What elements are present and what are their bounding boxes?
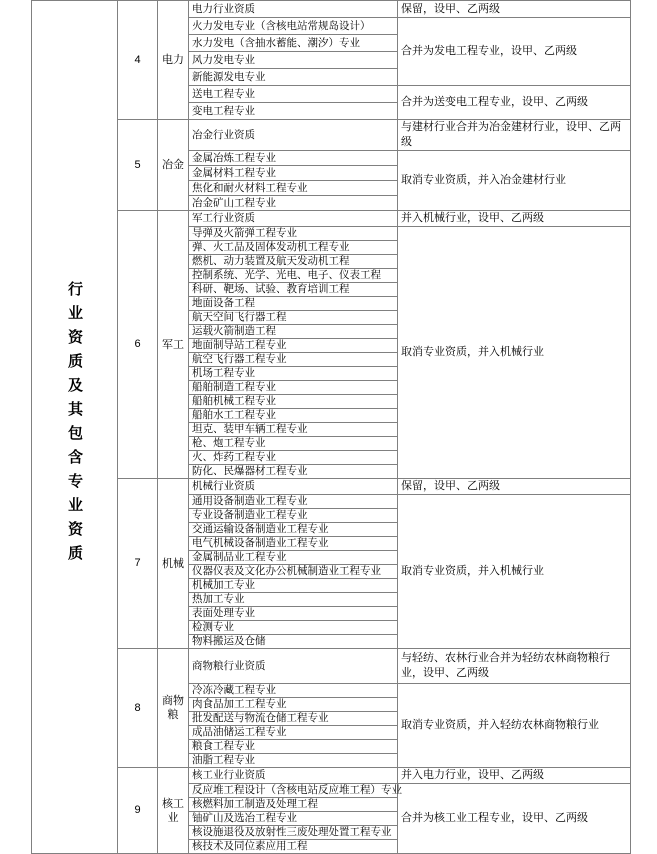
section-number: 4 <box>118 1 158 120</box>
specialty-cell: 冶金矿山工程专业 <box>189 196 398 211</box>
specialty-cell: 送电工程专业 <box>189 86 398 103</box>
industry-name: 商物粮 <box>158 649 189 768</box>
action-cell: 取消专业资质，并入机械行业 <box>398 495 631 649</box>
specialty-cell: 燃机、动力装置及航天发动机工程 <box>189 255 398 269</box>
specialty-cell: 机械行业资质 <box>189 479 398 495</box>
specialty-cell: 航天空间飞行器工程 <box>189 311 398 325</box>
specialty-cell: 火、炸药工程专业 <box>189 451 398 465</box>
specialty-cell: 冶金行业资质 <box>189 120 398 151</box>
table-row <box>32 768 631 784</box>
action-cell: 取消专业资质，并入机械行业 <box>398 227 631 479</box>
specialty-cell: 风力发电专业 <box>189 52 398 69</box>
specialty-cell: 防化、民爆器材工程专业 <box>189 465 398 479</box>
specialty-cell: 新能源发电专业 <box>189 69 398 86</box>
specialty-cell: 金属制品业工程专业 <box>189 551 398 565</box>
industry-name: 冶金 <box>158 120 189 211</box>
specialty-cell: 铀矿山及选冶工程专业 <box>189 812 398 826</box>
specialty-cell: 商物粮行业资质 <box>189 649 398 684</box>
industry-name: 军工 <box>158 211 189 479</box>
specialty-cell: 焦化和耐火材料工程专业 <box>189 181 398 196</box>
industry-name: 核工业 <box>158 768 189 854</box>
specialty-cell: 核燃料加工制造及处理工程 <box>189 798 398 812</box>
specialty-cell: 枪、炮工程专业 <box>189 437 398 451</box>
specialty-cell: 导弹及火箭弹工程专业 <box>189 227 398 241</box>
table-row <box>32 1 631 18</box>
specialty-cell: 运载火箭制造工程 <box>189 325 398 339</box>
specialty-cell: 弹、火工品及固体发动机工程专业 <box>189 241 398 255</box>
specialty-cell: 坦克、装甲车辆工程专业 <box>189 423 398 437</box>
section-number: 5 <box>118 120 158 211</box>
specialty-cell: 反应堆工程设计（含核电站反应堆工程）专业 <box>189 784 398 798</box>
specialty-cell: 电气机械设备制造业工程专业 <box>189 537 398 551</box>
action-cell: 合并为发电工程专业，设甲、乙两级 <box>398 18 631 86</box>
action-cell: 保留，设甲、乙两级 <box>398 1 631 18</box>
specialty-cell: 航空飞行器工程专业 <box>189 353 398 367</box>
specialty-cell: 控制系统、光学、光电、电子、仪表工程 <box>189 269 398 283</box>
action-cell: 合并为送变电工程专业，设甲、乙两级 <box>398 86 631 120</box>
specialty-cell: 变电工程专业 <box>189 103 398 120</box>
specialty-cell: 检测专业 <box>189 621 398 635</box>
qualification-table <box>31 0 631 854</box>
specialty-cell: 仪器仪表及文化办公机械制造业工程专业 <box>189 565 398 579</box>
specialty-cell: 船舶机械工程专业 <box>189 395 398 409</box>
specialty-cell: 成品油储运工程专业 <box>189 726 398 740</box>
specialty-cell: 科研、靶场、试验、教育培训工程 <box>189 283 398 297</box>
specialty-cell: 肉食品加工工程专业 <box>189 698 398 712</box>
section-number: 7 <box>118 479 158 649</box>
specialty-cell: 冷冻冷藏工程专业 <box>189 684 398 698</box>
specialty-cell: 火力发电专业（含核电站常规岛设计） <box>189 18 398 35</box>
section-number: 9 <box>118 768 158 854</box>
action-cell: 与建材行业合并为冶金建材行业，设甲、乙两级 <box>398 120 631 151</box>
table-row <box>32 211 631 227</box>
qualification-table-body <box>32 1 631 854</box>
specialty-cell: 船舶制造工程专业 <box>189 381 398 395</box>
specialty-cell: 专业设备制造业工程专业 <box>189 509 398 523</box>
specialty-cell: 通用设备制造业工程专业 <box>189 495 398 509</box>
specialty-cell: 机场工程专业 <box>189 367 398 381</box>
action-cell: 并入机械行业，设甲、乙两级 <box>398 211 631 227</box>
specialty-cell: 金属材料工程专业 <box>189 166 398 181</box>
specialty-cell: 地面制导站工程专业 <box>189 339 398 353</box>
action-cell: 与轻纺、农林行业合并为轻纺农林商物粮行业，设甲、乙两级 <box>398 649 631 684</box>
specialty-cell: 物料搬运及仓储 <box>189 635 398 649</box>
specialty-cell: 核技术及同位素应用工程 <box>189 840 398 854</box>
specialty-cell: 热加工专业 <box>189 593 398 607</box>
specialty-cell: 油脂工程专业 <box>189 754 398 768</box>
row-group-label: 行业资质及其包含专业资质 <box>66 281 83 569</box>
specialty-cell: 核设施退役及放射性三废处理处置工程专业 <box>189 826 398 840</box>
specialty-cell: 军工行业资质 <box>189 211 398 227</box>
specialty-cell: 表面处理专业 <box>189 607 398 621</box>
specialty-cell: 金属冶炼工程专业 <box>189 151 398 166</box>
specialty-cell: 交通运输设备制造业工程专业 <box>189 523 398 537</box>
action-cell: 并入电力行业，设甲、乙两级 <box>398 768 631 784</box>
specialty-cell: 地面设备工程 <box>189 297 398 311</box>
section-number: 8 <box>118 649 158 768</box>
specialty-cell: 批发配送与物流仓储工程专业 <box>189 712 398 726</box>
specialty-cell: 机械加工专业 <box>189 579 398 593</box>
specialty-cell: 粮食工程专业 <box>189 740 398 754</box>
section-number: 6 <box>118 211 158 479</box>
table-row <box>32 120 631 151</box>
table-row <box>32 479 631 495</box>
action-cell: 合并为核工业工程专业，设甲、乙两级 <box>398 784 631 854</box>
specialty-cell: 水力发电（含抽水蓄能、潮汐）专业 <box>189 35 398 52</box>
specialty-cell: 电力行业资质 <box>189 1 398 18</box>
action-cell: 取消专业资质，并入轻纺农林商物粮行业 <box>398 684 631 768</box>
specialty-cell: 船舶水工工程专业 <box>189 409 398 423</box>
row-group-label-cell <box>32 1 118 854</box>
action-cell: 保留，设甲、乙两级 <box>398 479 631 495</box>
industry-name: 电力 <box>158 1 189 120</box>
action-cell: 取消专业资质，并入冶金建材行业 <box>398 151 631 211</box>
specialty-cell: 核工业行业资质 <box>189 768 398 784</box>
industry-name: 机械 <box>158 479 189 649</box>
table-row <box>32 649 631 684</box>
